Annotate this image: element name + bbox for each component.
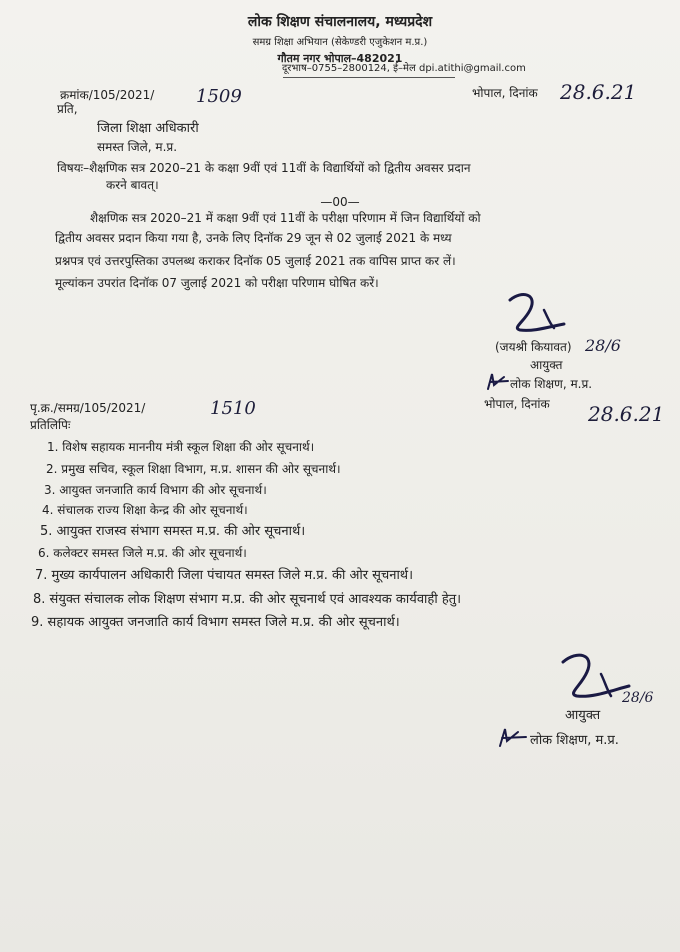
copy-item: 7. मुख्य कार्यपालन अधिकारी जिला पंचायत समस्त जिले म.प्र. की ओर सूचनार्थ। [35, 568, 414, 583]
copy-item: 8. संयुक्त संचालक लोक शिक्षण संभाग म.प्र. की ओर सूचनार्थ एवं आवश्यक कार्यवाही हेतु। [33, 592, 462, 607]
header-rule [283, 77, 455, 78]
letter-ref-no: क्रमांक/105/2021/ [60, 88, 155, 102]
body-line-4: मूल्यांकन उपरांत दिनॉक 07 जुलाई 2021 को परीक्षा परिणाम घोषित करें। [55, 276, 379, 290]
body-line-1: शैक्षणिक सत्र 2020–21 में कक्षा 9वीं एवं 11वीं के परीक्षा परिणाम में जिन विद्यार्थियों को [90, 211, 481, 225]
letter-date-handwritten: 28.6.21 [560, 80, 637, 104]
endorsement-signatory-title: आयुक्त [565, 708, 601, 723]
recipient-line-1: जिला शिक्षा अधिकारी [97, 121, 199, 136]
letter-ref-handwritten: 1509 [196, 86, 242, 107]
subject-line-2: करने बावत्। [106, 178, 159, 192]
signatory-title: आयुक्त [530, 358, 563, 372]
copy-item: 4. संचालक राज्य शिक्षा केन्द्र की ओर सूचनार्थ। [42, 503, 248, 517]
office-address: गौतम नगर भोपाल–482021 [277, 52, 403, 65]
endorsement-place-date: भोपाल, दिनांक [484, 397, 550, 411]
endorsement-signatory-office: लोक शिक्षण, म.प्र. [530, 733, 619, 748]
initials-mark-2 [496, 726, 532, 750]
endorsement-date-handwritten: 28.6.21 [588, 402, 665, 426]
to-label: प्रति, [57, 102, 78, 116]
endorsement-ref-no: पृ.क्र./समग्र/105/2021/ [30, 401, 146, 415]
signature-date-2: 28/6 [622, 690, 654, 706]
body-line-2: द्वितीय अवसर प्रदान किया गया है, उनके लिए दिनॉक 29 जून से 02 जुलाई 2021 के मध्य [55, 231, 452, 245]
copy-item: 3. आयुक्त जनजाति कार्य विभाग की ओर सूचनार्थ। [44, 483, 267, 497]
letter-place-date: भोपाल, दिनांक [472, 86, 538, 100]
contact-line: दूरभाष–0755–2800124, ई–मेल dpi.atithi@gmail.com [282, 63, 526, 74]
recipient-line-2: समस्त जिले, म.प्र. [97, 140, 178, 154]
signature-mark-1 [500, 288, 580, 343]
copy-item: 6. कलेक्टर समस्त जिले म.प्र. की ओर सूचनार्थ। [38, 546, 247, 560]
copy-label: प्रतिलिपिः [30, 418, 71, 432]
signatory-name: (जयश्री कियावत) [495, 340, 572, 354]
copy-item: 5. आयुक्त राजस्व संभाग समस्त म.प्र. की ओर सूचनार्थ। [40, 524, 306, 539]
sub-office: समग्र शिक्षा अभियान (सेकेण्डरी एजुकेशन म.प्र.) [252, 37, 428, 48]
body-line-3: प्रश्नपत्र एवं उत्तरपुस्तिका उपलब्ध कराकर दिनॉक 05 जुलाई 2021 तक वापिस प्राप्त कर लें। [55, 254, 456, 268]
signatory-office: लोक शिक्षण, म.प्र. [510, 377, 593, 391]
subject-line-1: विषयः–शैक्षणिक सत्र 2020–21 के कक्षा 9वीं एवं 11वीं के विद्यार्थियों को द्वितीय अवसर प्रदान [57, 161, 471, 175]
endorsement-ref-handwritten: 1510 [210, 398, 256, 419]
office-name: लोक शिक्षण संचालनालय, मध्यप्रदेश [247, 14, 433, 30]
copy-item: 2. प्रमुख सचिव, स्कूल शिक्षा विभाग, म.प्र. शासन की ओर सूचनार्थ। [46, 462, 341, 476]
signature-date-1: 28/6 [585, 336, 621, 355]
copy-item: 1. विशेष सहायक माननीय मंत्री स्कूल शिक्षा की ओर सूचनार्थ। [47, 440, 315, 454]
separator: —00— [320, 195, 360, 209]
copy-item: 9. सहायक आयुक्त जनजाति कार्य विभाग समस्त जिले म.प्र. की ओर सूचनार्थ। [31, 615, 400, 630]
